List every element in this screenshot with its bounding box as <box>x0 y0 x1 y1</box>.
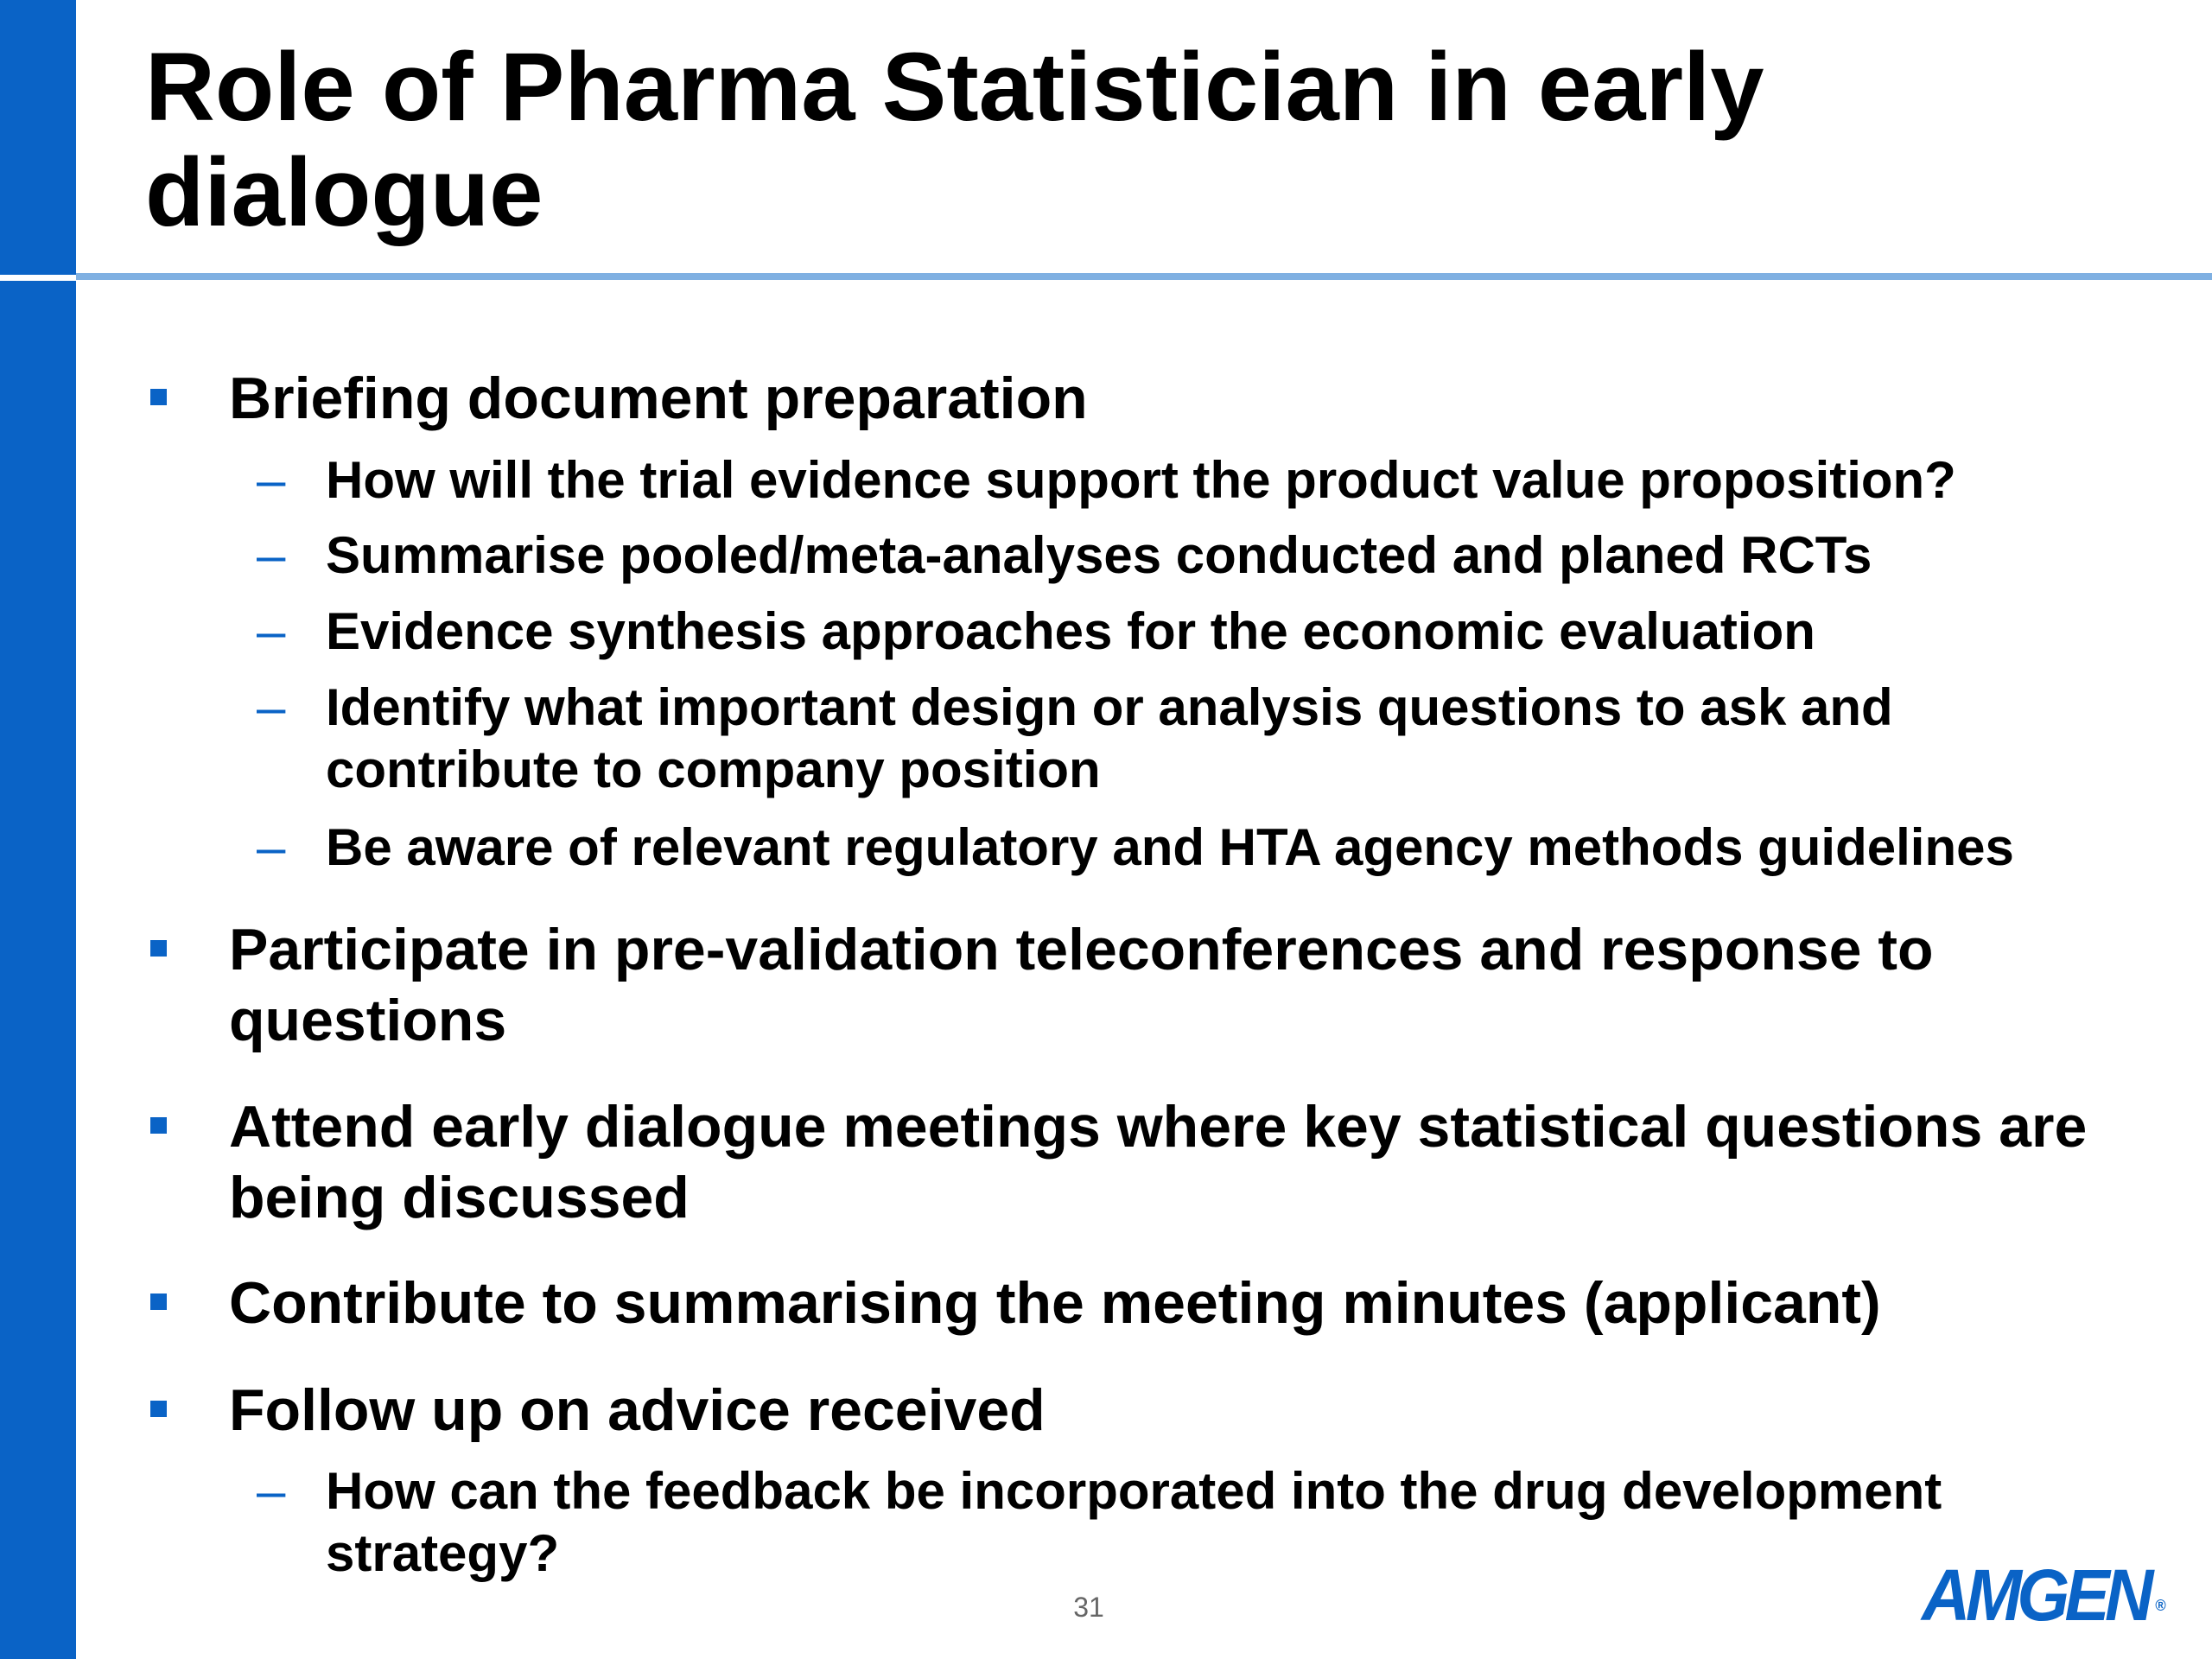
sub-bullet-text: How can the feedback be incorporated into the drug development strategy? <box>326 1462 1942 1582</box>
dash-bullet-icon: – <box>257 602 286 660</box>
bullet-item <box>229 1091 2130 1233</box>
square-bullet-icon <box>150 1294 167 1310</box>
sub-bullet-item <box>257 449 2149 512</box>
sub-bullet-text: Identify what important design or analysis questions to ask and contribute to company position <box>326 678 1893 798</box>
sub-bullet-text: Be aware of relevant regulatory and HTA agency methods guidelines <box>326 818 2014 876</box>
dash-bullet-icon: – <box>257 526 286 584</box>
square-bullet-icon <box>150 940 167 957</box>
sub-bullet-text: Evidence synthesis approaches for the economic evaluation <box>326 602 1815 660</box>
bullet-item <box>229 1375 2130 1446</box>
amgen-logo <box>1922 1552 2166 1638</box>
bullet-item <box>229 1268 2130 1338</box>
bullet-text: Participate in pre-validation teleconferences and response to questions <box>229 917 1934 1053</box>
bullet-text: Briefing document preparation <box>229 365 1088 431</box>
logo-text: AMGEN <box>1922 1554 2149 1636</box>
bullet-item <box>229 914 2130 1056</box>
bullet-item <box>229 363 2130 434</box>
bullet-text: Follow up on advice received <box>229 1377 1046 1443</box>
sub-bullet-text: Summarise pooled/meta-analyses conducted and planed RCTs <box>326 526 1872 584</box>
square-bullet-icon <box>150 1401 167 1417</box>
sub-bullet-item <box>257 817 2149 879</box>
dash-bullet-icon: – <box>257 451 286 509</box>
bullet-text: Attend early dialogue meetings where key statistical questions are being discussed <box>229 1094 2088 1230</box>
square-bullet-icon <box>150 389 167 405</box>
square-bullet-icon <box>150 1117 167 1134</box>
sub-bullet-item <box>257 677 2149 801</box>
sub-bullet-item <box>257 524 2149 587</box>
sub-bullet-item <box>257 601 2149 663</box>
sub-bullet-text: How will the trial evidence support the product value proposition? <box>326 451 1956 509</box>
dash-bullet-icon: – <box>257 818 286 876</box>
dash-bullet-icon: – <box>257 678 286 736</box>
slide-title: Role of Pharma Statistician in early dialogue <box>145 33 1764 246</box>
page-number: 31 <box>1073 1592 1104 1623</box>
bullet-text: Contribute to summarising the meeting minutes (applicant) <box>229 1270 1881 1336</box>
sub-bullet-item <box>257 1460 2149 1585</box>
dash-bullet-icon: – <box>257 1462 286 1520</box>
registered-mark: ® <box>2155 1597 2166 1614</box>
